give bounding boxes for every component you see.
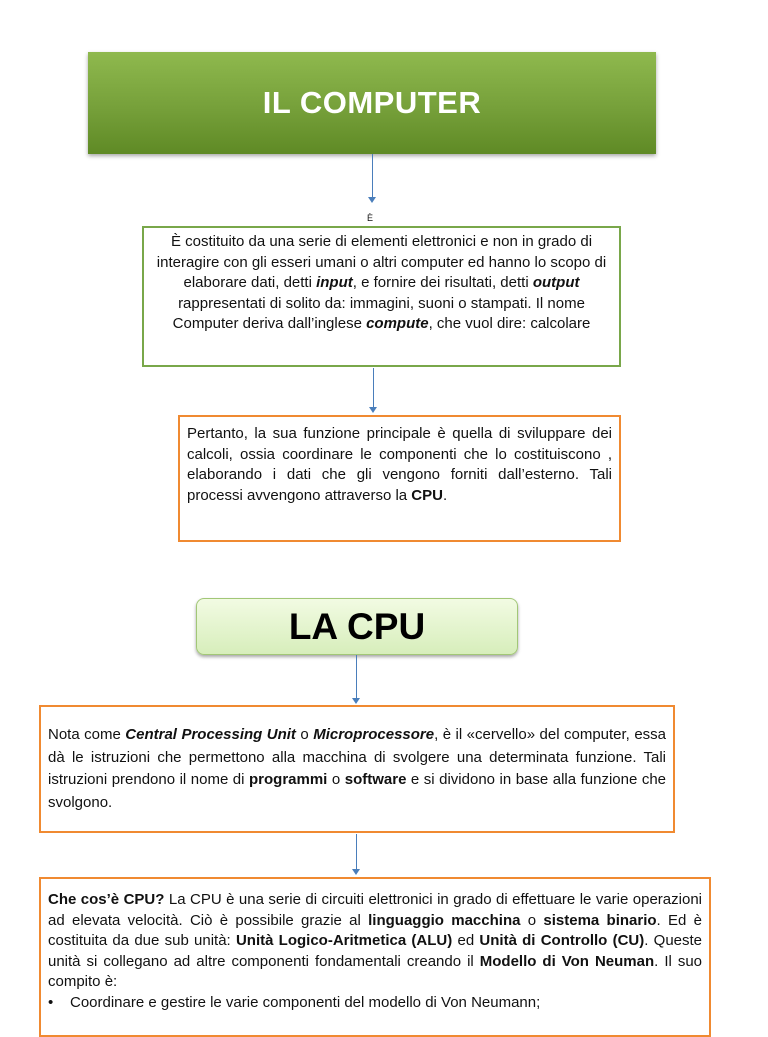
term-input: input xyxy=(316,274,353,291)
connector-arrowhead-4 xyxy=(352,869,360,875)
definition-text-1: È costituito da una serie di elementi elettronici e non in grado di interagire con gli esseri umani o altri computer ed hanno lo scopo di elaborare dati, detti xyxy=(156,233,607,291)
cpu-intro-text-5: e si dividono in base alla funzione che svolgono. xyxy=(48,771,667,811)
cpu-what-text-1: La CPU è una serie di circuiti elettronici in grado di effettuare le varie operazioni ad elevata velocità. Ciò è possibile grazie al xyxy=(48,891,702,929)
title-il-computer-text: IL COMPUTER xyxy=(262,85,482,120)
term-cu: Unità di Controllo (CU) xyxy=(479,932,645,949)
cpu-question: Che cos’è CPU? xyxy=(48,891,165,908)
term-microprocessore: Microprocessore xyxy=(313,726,435,743)
connector-arrowhead-2 xyxy=(369,407,377,413)
cpu-what-text-4: ed xyxy=(452,932,480,949)
term-cpu: CPU xyxy=(411,486,443,504)
cpu-what-text-2: o xyxy=(520,911,544,929)
definition-box xyxy=(142,226,621,367)
cpu-intro-text-2: o xyxy=(295,726,314,743)
connector-arrowhead-3 xyxy=(352,698,360,704)
term-von-neuman: Modello di Von Neuman xyxy=(479,952,655,970)
cpu-intro-text-1: Nota come xyxy=(48,726,126,743)
term-central-processing-unit: Central Processing Unit xyxy=(125,726,296,743)
bullet-text: Coordinare e gestire le varie componenti del modello di Von Neumann; xyxy=(70,993,541,1011)
definition-text-4: , che vuol dire: calcolare xyxy=(428,315,591,332)
term-linguaggio-macchina: linguaggio macchina xyxy=(368,911,521,929)
function-text-1: Pertanto, la sua funzione principale è quella di sviluppare dei calcoli, ossia coordinare le componenti che lo costituiscono , elaborando i dati che gli vengono forniti dall’esterno. Tali processi avvengono attraverso la xyxy=(187,425,612,504)
term-programmi: programmi xyxy=(249,771,328,788)
connector-line-2 xyxy=(373,368,374,408)
definition-text-3: rappresentati di solito da: immagini, suoni o stampati. Il nome Computer deriva dall’inglese xyxy=(172,294,585,332)
term-sistema-binario: sistema binario xyxy=(543,911,657,929)
title-il-computer xyxy=(88,52,656,154)
cpu-what-text-3: . Ed è costituita da due sub unità: xyxy=(48,911,702,949)
cpu-intro-box xyxy=(39,705,675,833)
function-text-2: . xyxy=(442,486,448,504)
title-la-cpu xyxy=(196,598,518,655)
connector-line-4 xyxy=(356,834,357,870)
connector-line-3 xyxy=(356,655,357,699)
connector-label: È xyxy=(367,213,374,223)
cpu-intro-text-3: , è il «cervello» del computer, essa dà le istruzioni che permettono alla macchina di svolgere una determinata funzione. Tali istruzioni prendono il nome di xyxy=(48,726,667,788)
connector-arrowhead-1 xyxy=(368,197,376,203)
term-alu: Unità Logico-Aritmetica (ALU) xyxy=(235,932,453,949)
bullet-item xyxy=(48,993,702,1014)
definition-text-2: , e fornire dei risultati, detti xyxy=(352,274,533,291)
term-software: software xyxy=(344,771,407,788)
cpu-what-text-6: . Il suo compito è: xyxy=(48,952,703,990)
cpu-what-box xyxy=(39,877,711,1037)
connector-line-1 xyxy=(372,154,373,199)
term-output: output xyxy=(532,274,580,291)
cpu-intro-text-4: o xyxy=(327,771,345,788)
cpu-what-text-5: . Queste unità si collegano ad altre componenti fondamentali creando il xyxy=(48,932,703,970)
bullet-marker: • xyxy=(48,993,54,1011)
function-box xyxy=(178,415,621,542)
term-compute: compute xyxy=(366,315,429,332)
title-la-cpu-text: LA CPU xyxy=(288,605,426,647)
